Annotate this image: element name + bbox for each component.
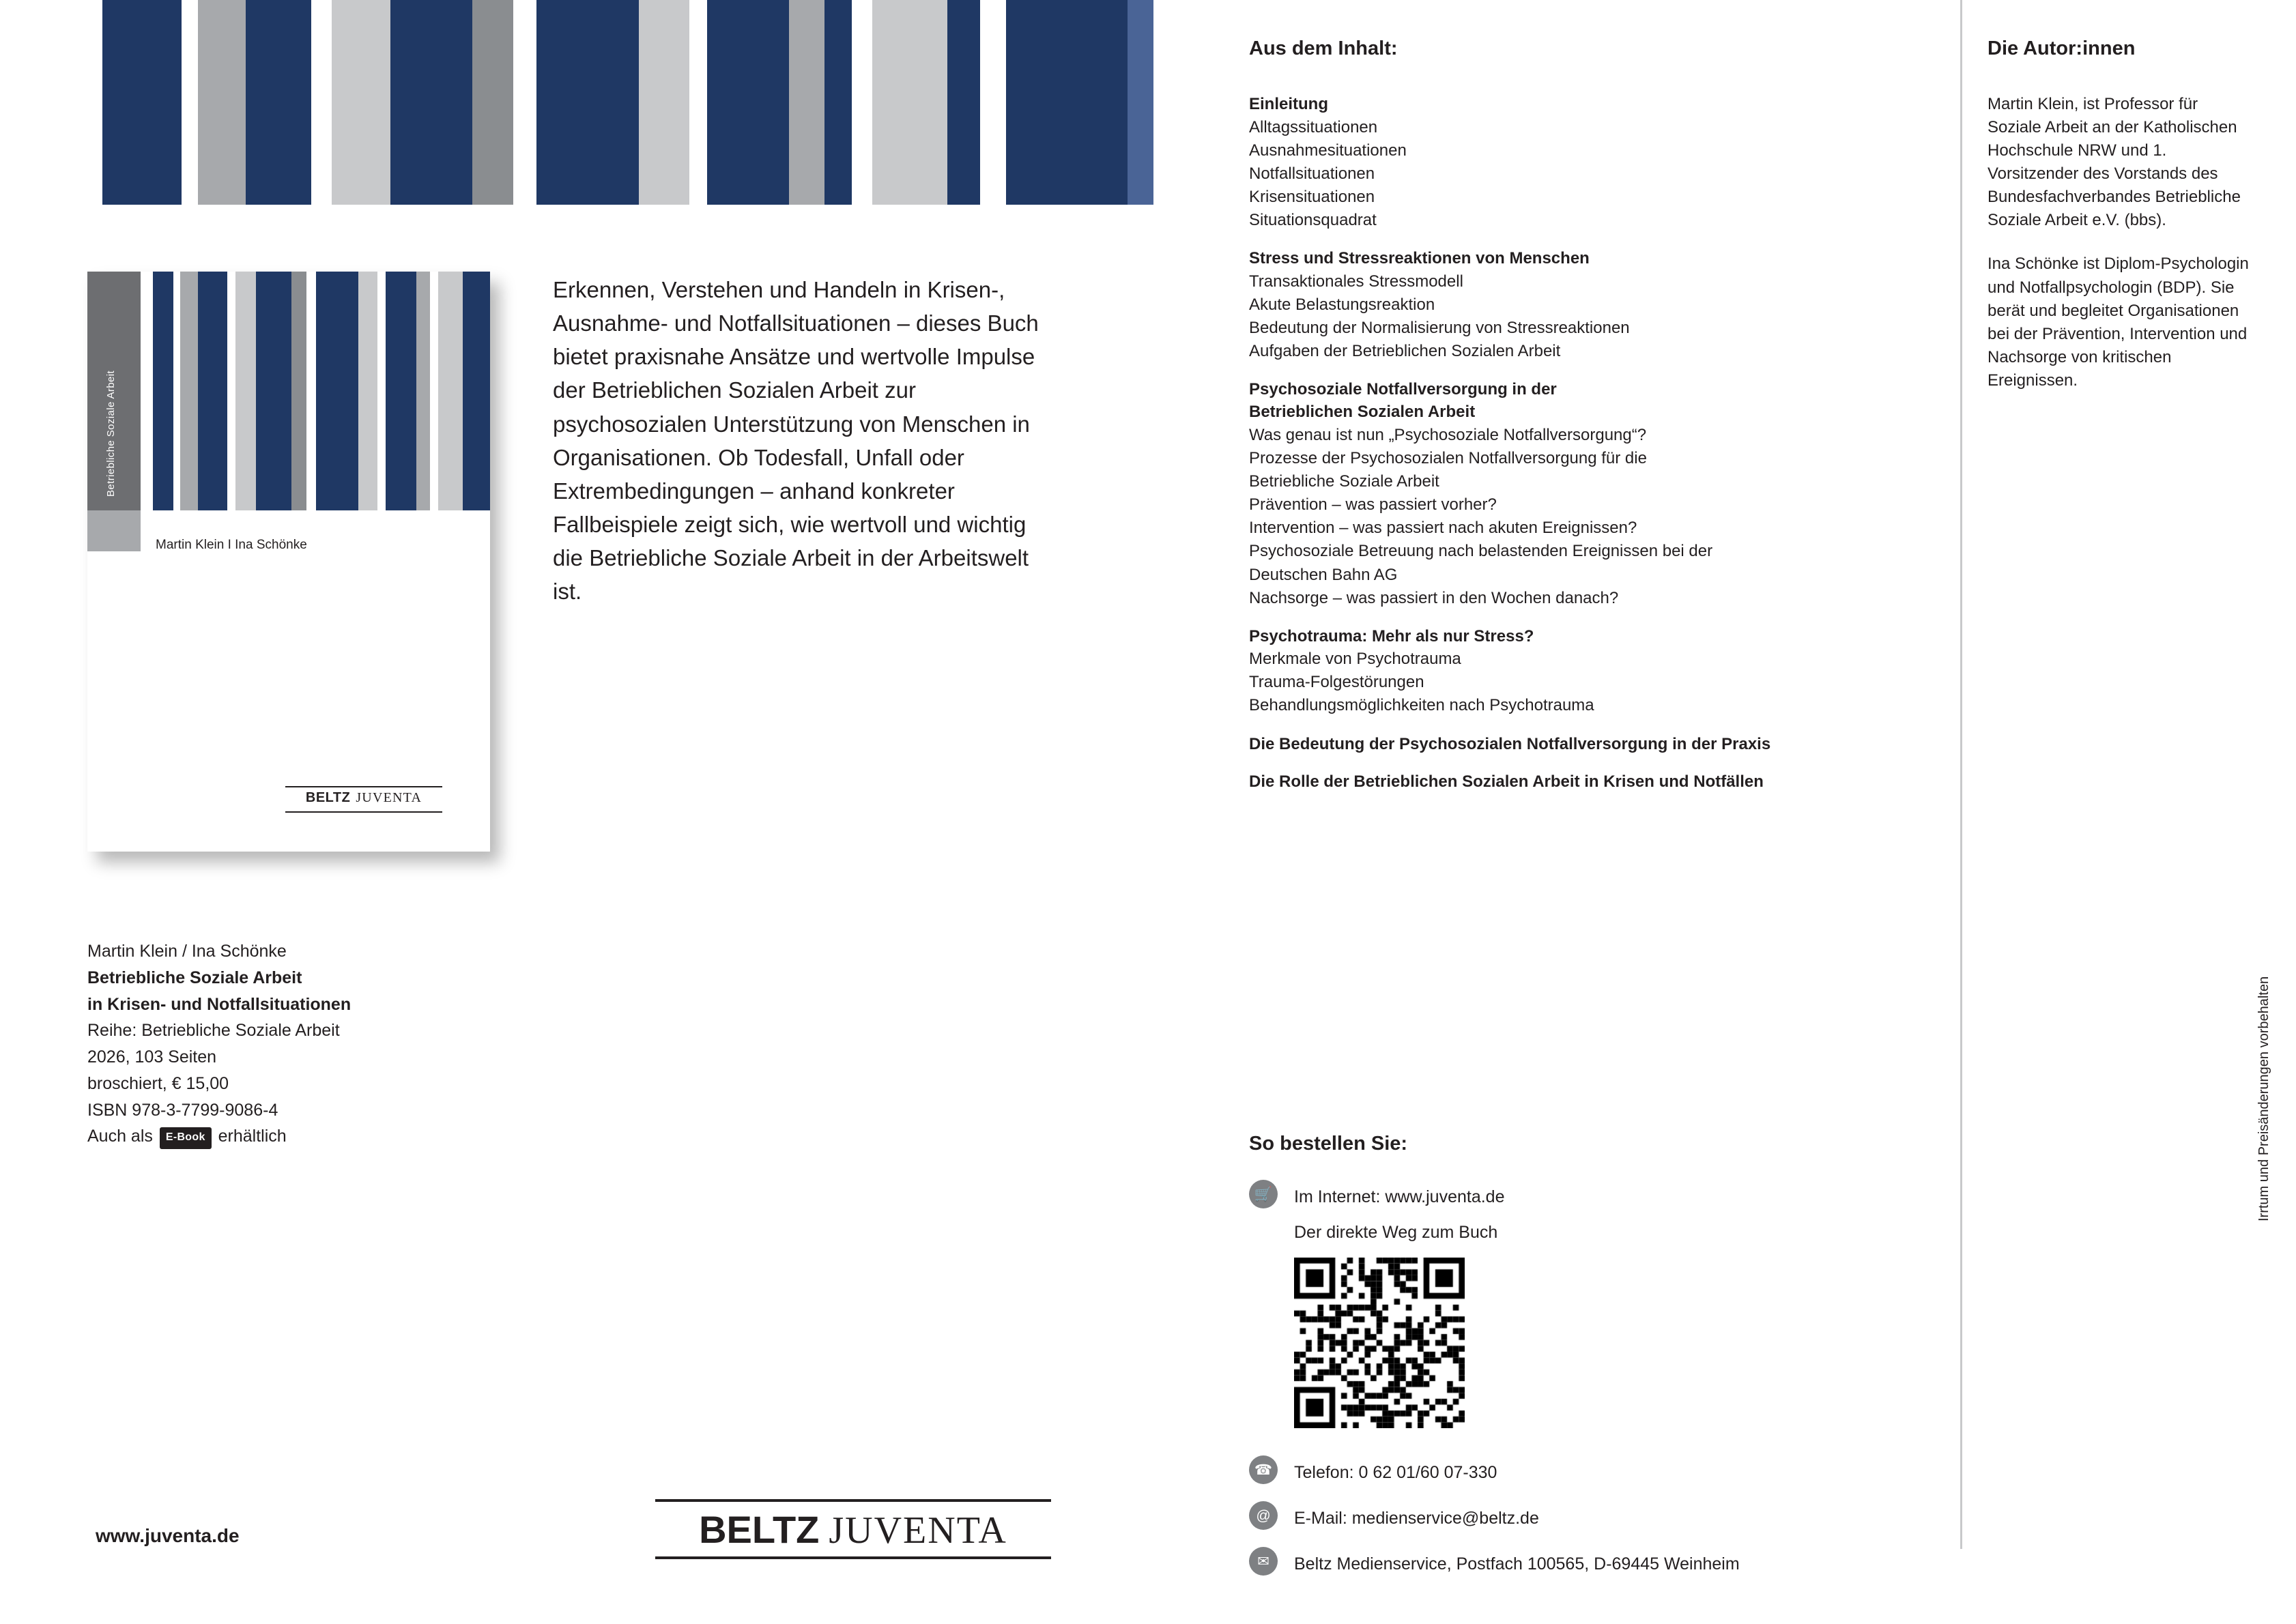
footer-logo-rule-bottom xyxy=(655,1556,1051,1559)
phone-icon: ☎ xyxy=(1249,1455,1278,1484)
stripe-14 xyxy=(707,0,789,205)
cover-stripe-7 xyxy=(256,272,291,510)
biblio-title-line1: Betriebliche Soziale Arbeit xyxy=(87,968,302,987)
cover-logo-beltz: BELTZ xyxy=(305,790,351,805)
cover-stripe-17 xyxy=(463,272,490,510)
legal-note: Irrtum und Preisänderungen vorbehalten xyxy=(2256,976,2271,1221)
toc-item: Behandlungsmöglichkeiten nach Psychotrauma xyxy=(1249,696,1594,715)
order-phone-row[interactable] xyxy=(1249,1455,1938,1486)
cover-logo-juventa: JUVENTA xyxy=(356,790,422,805)
stripe-0 xyxy=(0,0,102,205)
toc-item: Situationsquadrat xyxy=(1249,210,1377,229)
cover-stripe-10 xyxy=(316,272,358,510)
toc-item: Intervention – was passiert nach akuten Ereignissen? xyxy=(1249,519,1637,538)
stripe-5 xyxy=(246,0,311,205)
stripe-16 xyxy=(824,0,852,205)
cover-authors: Martin Klein I Ina Schönke xyxy=(156,538,307,552)
toc-group-heading: Psychotrauma: Mehr als nur Stress? xyxy=(1249,626,1534,646)
toc-item: Akute Belastungsreaktion xyxy=(1249,295,1435,314)
toc-item: Alltagssituationen xyxy=(1249,117,1378,136)
cover-spine-foot xyxy=(87,510,141,551)
toc-group-2 xyxy=(1249,378,1938,610)
toc-group-0 xyxy=(1249,93,1938,232)
order-email-text: E-Mail: medienservice@beltz.de xyxy=(1294,1509,1539,1528)
ebook-suffix: erhältlich xyxy=(218,1127,287,1146)
toc-item: Psychosoziale Betreuung nach belastenden Ereignissen bei der Deutschen Bahn AG xyxy=(1249,542,1713,584)
vertical-divider xyxy=(1960,0,1962,1549)
cover-spine-text: Betriebliche Soziale Arbeit xyxy=(105,370,117,497)
cover-stripe-5 xyxy=(227,272,235,510)
table-of-contents xyxy=(1249,38,1938,794)
order-internet-row[interactable] xyxy=(1249,1180,1938,1210)
cover-stripe-4 xyxy=(198,272,228,510)
authors-body xyxy=(1988,93,2254,392)
stripe-7 xyxy=(332,0,390,205)
stripe-8 xyxy=(390,0,472,205)
cover-stripe-13 xyxy=(386,272,417,510)
toc-item: Ausnahmesituationen xyxy=(1249,141,1407,160)
toc-item: Transaktionales Stressmodell xyxy=(1249,272,1463,291)
toc-group-heading: Stress und Stressreaktionen von Menschen xyxy=(1249,248,1590,267)
cover-stripe-1 xyxy=(153,272,173,510)
stripe-15 xyxy=(789,0,824,205)
cover-stripe-15 xyxy=(430,272,438,510)
stripe-20 xyxy=(980,0,1006,205)
cover-publisher-logo xyxy=(285,783,442,813)
toc-item: Merkmale von Psychotrauma xyxy=(1249,650,1461,669)
cover-stripe-3 xyxy=(180,272,198,510)
toc-item: Bedeutung der Normalisierung von Stressreaktionen xyxy=(1249,318,1630,337)
footer-publisher-logo xyxy=(655,1498,1051,1559)
toc-group-1 xyxy=(1249,247,1938,363)
author-paragraph-1: Ina Schönke ist Diplom-Psychologin und Notfallpsychologin (BDP). Sie berät und begleitet Organisationen bei der Prävention, Intervention und Nachsorge von kritischen Ereignissen. xyxy=(1988,255,2249,390)
biblio-ebook-line xyxy=(87,1123,606,1150)
ebook-badge: E-Book xyxy=(160,1127,212,1149)
toc-item: Notfallsituationen xyxy=(1249,164,1375,183)
biblio-series: Reihe: Betriebliche Soziale Arbeit xyxy=(87,1021,340,1041)
ordering-section xyxy=(1249,1133,1938,1593)
cover-stripe-8 xyxy=(291,272,306,510)
stripe-1 xyxy=(102,0,146,205)
cover-logo-rule-bottom xyxy=(285,811,442,813)
stripe-22 xyxy=(1128,0,1153,205)
biblio-isbn: ISBN 978-3-7799-9086-4 xyxy=(87,1100,278,1120)
biblio-authors: Martin Klein / Ina Schönke xyxy=(87,942,287,961)
toc-item: Prozesse der Psychosozialen Notfallversorgung für die Betriebliche Soziale Arbeit xyxy=(1249,449,1647,491)
cart-icon: 🛒 xyxy=(1249,1180,1278,1208)
order-email-row[interactable] xyxy=(1249,1501,1938,1532)
cover-stripe-14 xyxy=(416,272,430,510)
authors-heading: Die Autor:innen xyxy=(1988,38,2136,59)
footer-logo-beltz: BELTZ xyxy=(699,1508,820,1551)
stripe-19 xyxy=(947,0,980,205)
cover-stripe-9 xyxy=(306,272,316,510)
stripe-13 xyxy=(689,0,707,205)
toc-group-heading: Die Bedeutung der Psychosozialen Notfallversorgung in der Praxis xyxy=(1249,734,1771,753)
stripe-11 xyxy=(536,0,639,205)
toc-item: Nachsorge – was passiert in den Wochen danach? xyxy=(1249,588,1619,607)
decorative-stripe-band xyxy=(0,0,1153,205)
at-icon: @ xyxy=(1249,1501,1278,1530)
toc-item: Trauma-Folgestörungen xyxy=(1249,673,1424,692)
bibliographic-info xyxy=(87,938,606,1150)
cover-stripe-2 xyxy=(173,272,180,510)
cover-spine xyxy=(87,272,141,510)
toc-group-5 xyxy=(1249,770,1938,794)
stripe-18 xyxy=(872,0,947,205)
toc-group-heading: Einleitung xyxy=(1249,95,1328,113)
toc-group-3 xyxy=(1249,625,1938,718)
stripe-2 xyxy=(146,0,182,205)
biblio-year-pages: 2026, 103 Seiten xyxy=(87,1047,217,1067)
biblio-title-line2: in Krisen- und Notfallsituationen xyxy=(87,994,351,1014)
toc-group-4 xyxy=(1249,733,1938,756)
cover-stripe-12 xyxy=(377,272,386,510)
stripe-4 xyxy=(198,0,246,205)
toc-item: Was genau ist nun „Psychosoziale Notfallversorgung“? xyxy=(1249,426,1647,445)
envelope-icon: ✉ xyxy=(1249,1547,1278,1576)
author-paragraph-0: Martin Klein, ist Professor für Soziale Arbeit an der Katholischen Hochschule NRW und 1. Vorsitzender des Vorstands des Bundesfachverbandes Betriebliche Soziale Arbeit e.V. (bbs). xyxy=(1988,95,2241,230)
toc-item: Krisensituationen xyxy=(1249,187,1375,206)
stripe-21 xyxy=(1006,0,1128,205)
ordering-heading: So bestellen Sie: xyxy=(1249,1133,1408,1155)
book-blurb: Erkennen, Verstehen und Handeln in Krisen-, Ausnahme- und Notfallsituationen – dieses Buch bietet praxisnahe Ansätze und wertvolle Impulse der Betrieblichen Sozialen Arbeit zur psychosozialen Unterstützung von Menschen in Organisationen. Ob Todesfall, Unfall oder Extrembedingungen – anhand konkreter Fallbeispiele zeigt sich, wie wertvoll und wichtig die Betriebliche Soziale Arbeit in der Arbeitswelt ist. xyxy=(553,277,1039,605)
left-column xyxy=(0,205,1153,1624)
toc-group-heading: Die Rolle der Betrieblichen Sozialen Arbeit in Krisen und Notfällen xyxy=(1249,772,1764,792)
book-cover-image xyxy=(87,272,490,852)
ebook-prefix: Auch als xyxy=(87,1127,153,1146)
cover-stripe-6 xyxy=(235,272,256,510)
qr-code[interactable] xyxy=(1294,1258,1465,1428)
cover-stripe-16 xyxy=(438,272,463,510)
cover-stripe-11 xyxy=(358,272,377,510)
stripe-9 xyxy=(472,0,513,205)
stripe-12 xyxy=(639,0,689,205)
stripe-3 xyxy=(182,0,198,205)
toc-heading: Aus dem Inhalt: xyxy=(1249,38,1398,59)
toc-item: Prävention – was passiert vorher? xyxy=(1249,495,1497,514)
order-phone-text: Telefon: 0 62 01/60 07-330 xyxy=(1294,1463,1497,1482)
stripe-6 xyxy=(311,0,332,205)
toc-group-heading: Psychosoziale Notfallversorgung in der Betrieblichen Sozialen Arbeit xyxy=(1249,379,1557,422)
stripe-17 xyxy=(852,0,872,205)
toc-item: Aufgaben der Betrieblichen Sozialen Arbeit xyxy=(1249,341,1561,360)
qr-code-canvas xyxy=(1294,1258,1465,1428)
biblio-format-price: broschiert, € 15,00 xyxy=(87,1073,229,1093)
order-direct-way-text: Der direkte Weg zum Buch xyxy=(1294,1223,1498,1242)
authors-section xyxy=(1988,38,2254,413)
order-contacts xyxy=(1249,1455,1938,1578)
footer-logo-juventa: JUVENTA xyxy=(829,1509,1007,1552)
cover-stripe-0 xyxy=(141,272,153,510)
order-postal-text: Beltz Medienservice, Postfach 100565, D-69445 Weinheim xyxy=(1294,1554,1740,1574)
order-internet-text: Im Internet: www.juventa.de xyxy=(1294,1187,1505,1206)
footer-website-url[interactable]: www.juventa.de xyxy=(96,1525,240,1546)
stripe-10 xyxy=(513,0,536,205)
toc-groups xyxy=(1249,93,1938,794)
cover-stripe-band xyxy=(141,272,490,510)
order-postal-row xyxy=(1249,1547,1938,1578)
